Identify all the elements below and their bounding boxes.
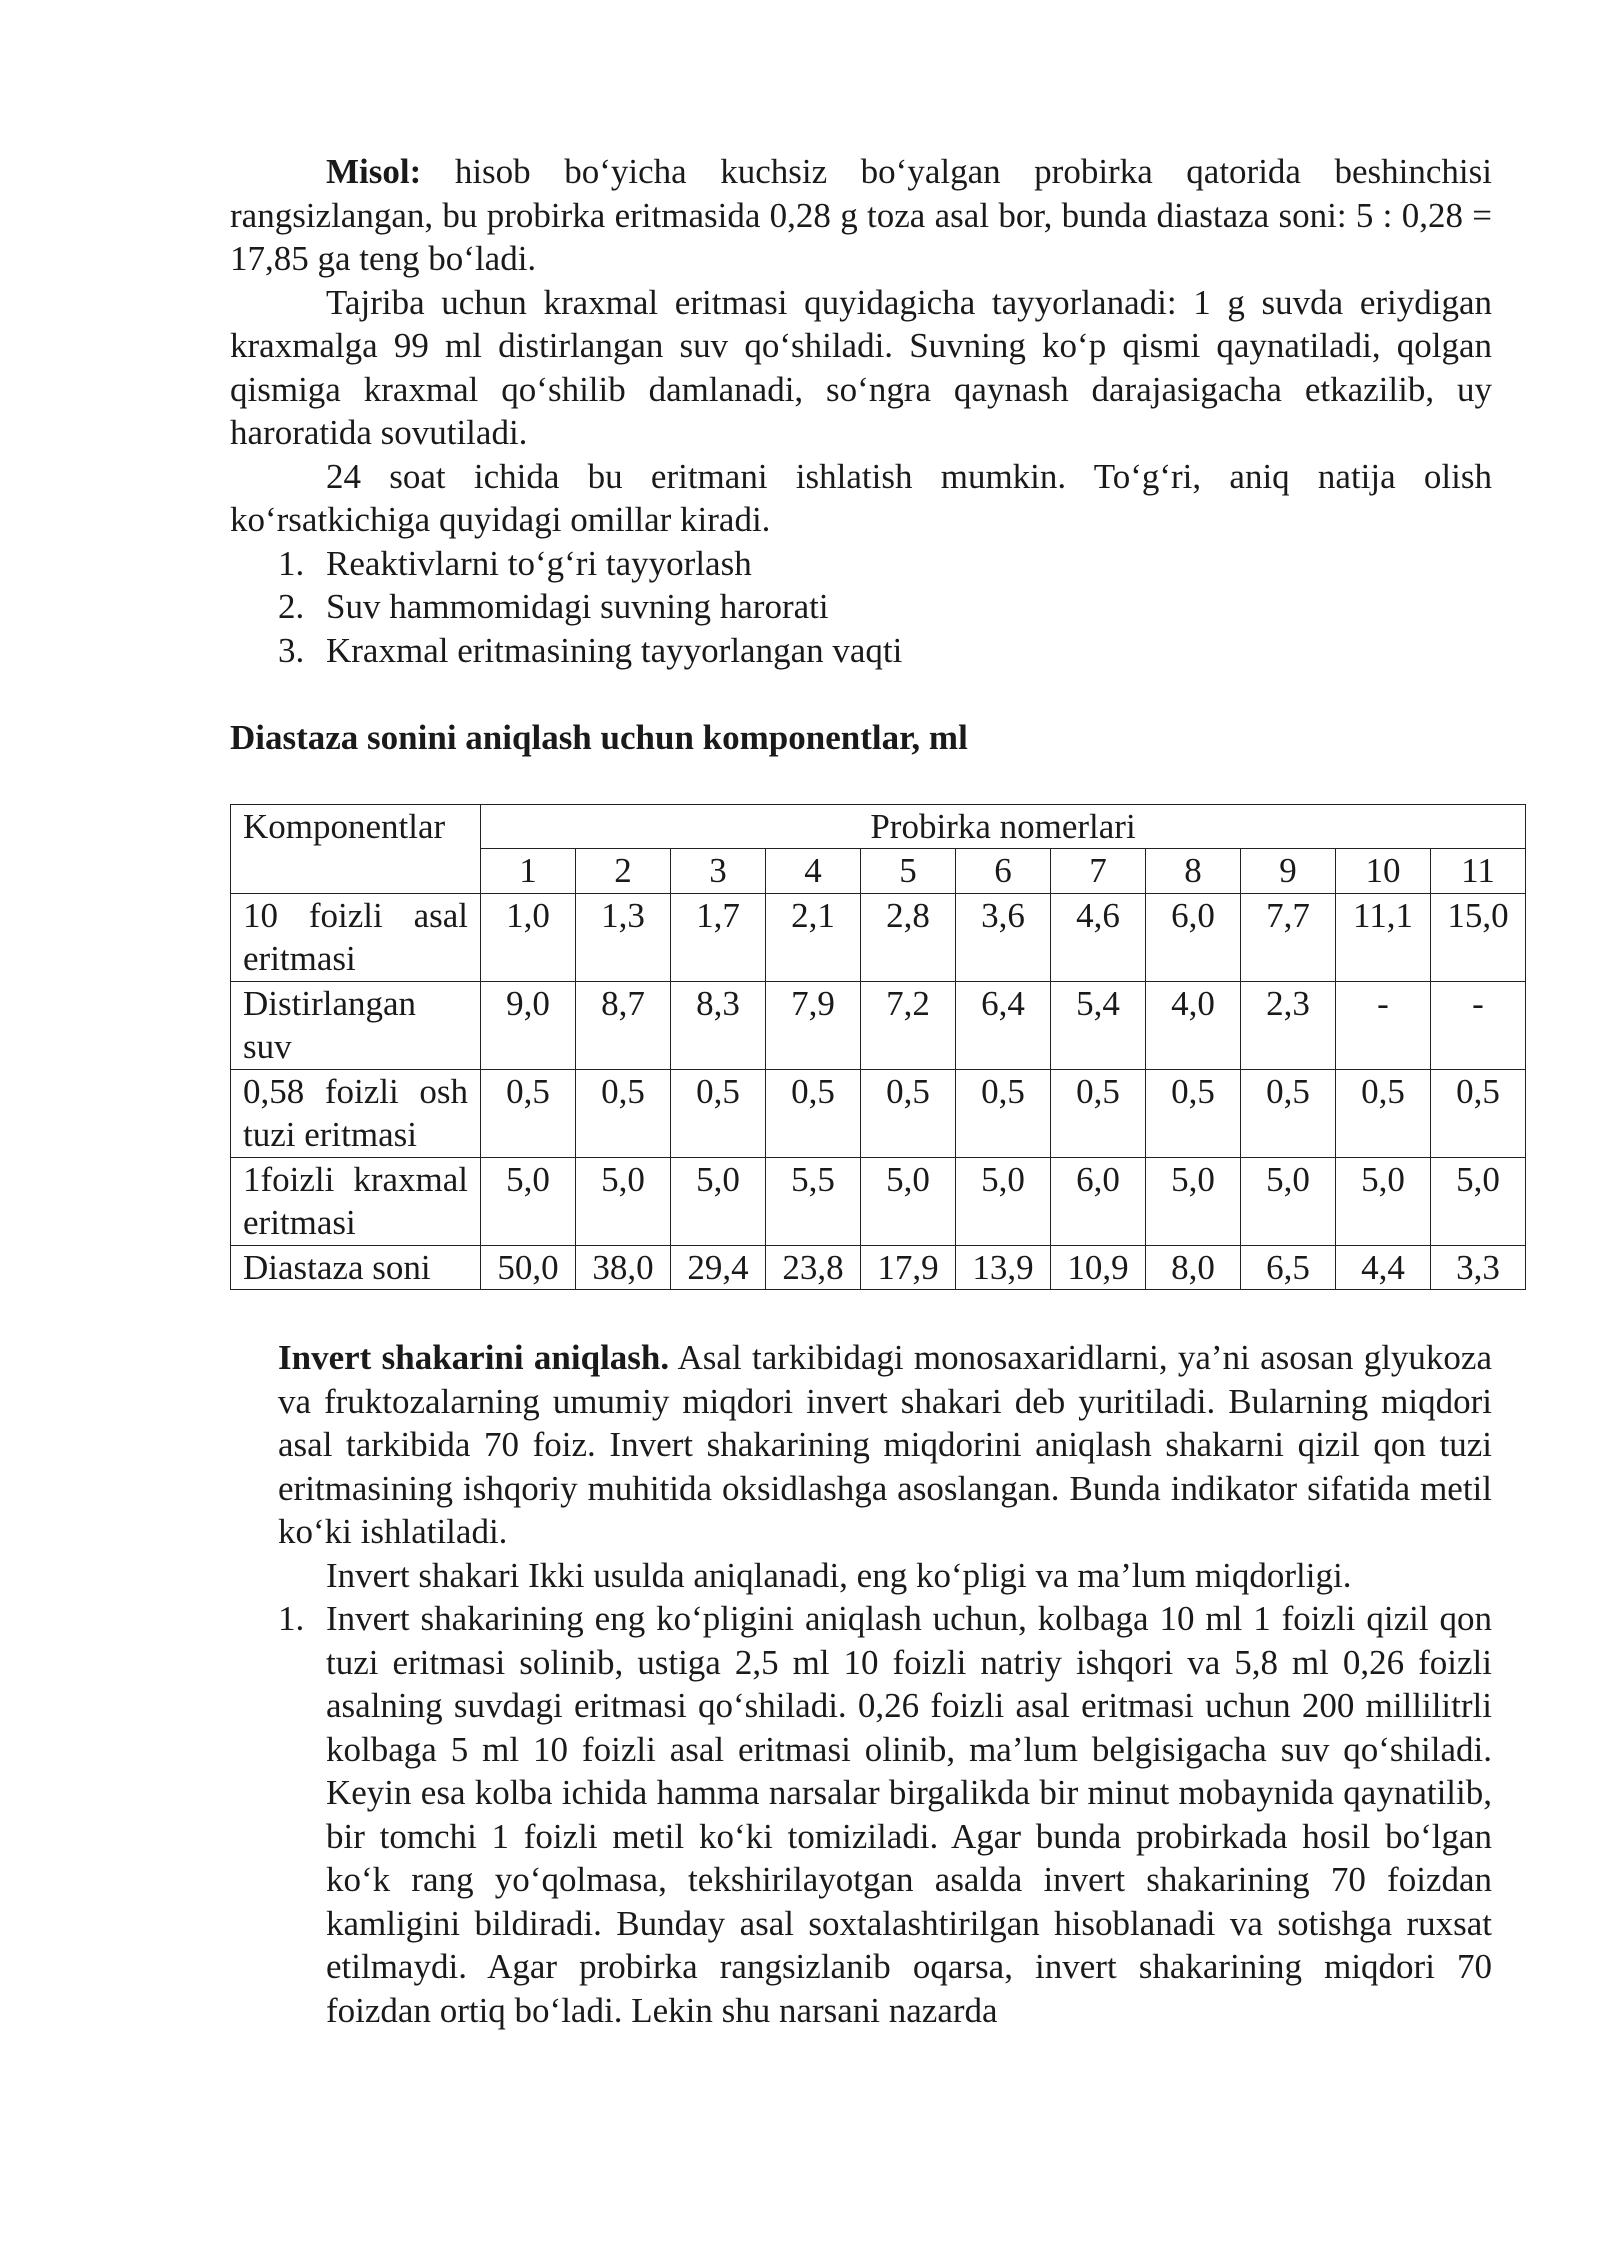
- row-label: 1foizli kraxmal eritmasi: [231, 1157, 481, 1245]
- column-header: 5: [861, 849, 956, 894]
- column-header: 10: [1336, 849, 1431, 894]
- table-cell: 2,1: [766, 893, 861, 981]
- column-header: 6: [956, 849, 1051, 894]
- list-item: [230, 629, 1492, 673]
- column-header: 8: [1146, 849, 1241, 894]
- example-paragraph: [230, 150, 1492, 281]
- table-cell: 9,0: [481, 981, 576, 1069]
- table-cell: 7,9: [766, 981, 861, 1069]
- table-cell: 5,0: [1336, 1157, 1431, 1245]
- example-text: hisob bo‘yicha kuchsiz bo‘yalgan probirka qatorida beshinchisi rangsizlangan, bu probirka eritmasida 0,28 g toza asal bor, bunda diastaza soni: 5 : 0,28 = 17,85 ga teng bo‘ladi.: [230, 152, 1492, 278]
- column-header: 9: [1241, 849, 1336, 894]
- row-label: 10 foizli asal eritmasi: [231, 893, 481, 981]
- table-row: [231, 893, 1526, 981]
- table-header-row: [231, 804, 1526, 849]
- table-cell: 0,5: [1336, 1069, 1431, 1157]
- document-page: [230, 150, 1509, 2032]
- table-cell: 50,0: [481, 1245, 576, 1290]
- row-label: Distirlangan suv: [231, 981, 481, 1069]
- list-item: [230, 585, 1492, 629]
- list-item: [230, 542, 1492, 586]
- list-item-text: Kraxmal eritmasining tayyorlangan vaqti: [326, 630, 903, 670]
- table-cell: 17,9: [861, 1245, 956, 1290]
- table-cell: 1,7: [671, 893, 766, 981]
- group-header: Probirka nomerlari: [481, 804, 1526, 849]
- list-item-number: 3.: [278, 630, 305, 670]
- table-cell: 5,0: [1241, 1157, 1336, 1245]
- list-item-number: 1.: [278, 1599, 305, 1638]
- row-label: Diastaza soni: [231, 1245, 481, 1290]
- table-cell: 5,0: [671, 1157, 766, 1245]
- table-row: [231, 981, 1526, 1069]
- column-header: 2: [576, 849, 671, 894]
- table-cell: 3,6: [956, 893, 1051, 981]
- table-row: [231, 1157, 1526, 1245]
- table-cell: 38,0: [576, 1245, 671, 1290]
- table-cell: 0,5: [1051, 1069, 1146, 1157]
- table-cell: 10,9: [1051, 1245, 1146, 1290]
- factors-list: [230, 542, 1492, 673]
- table-cell: 13,9: [956, 1245, 1051, 1290]
- table-cell: 0,5: [1431, 1069, 1526, 1157]
- table-cell: 0,5: [956, 1069, 1051, 1157]
- table-row: [231, 1069, 1526, 1157]
- table-cell: -: [1336, 981, 1431, 1069]
- column-header: 3: [671, 849, 766, 894]
- table-cell: 4,0: [1146, 981, 1241, 1069]
- table-cell: 6,0: [1146, 893, 1241, 981]
- table-cell: 2,3: [1241, 981, 1336, 1069]
- table-cell: 5,0: [956, 1157, 1051, 1245]
- column-header: 11: [1431, 849, 1526, 894]
- column-header: 7: [1051, 849, 1146, 894]
- list-item: [278, 1597, 1492, 2032]
- invert-intro-paragraph: [278, 1336, 1492, 1554]
- table-cell: 0,5: [1241, 1069, 1336, 1157]
- table-cell: 5,0: [861, 1157, 956, 1245]
- example-label: Misol:: [326, 152, 422, 191]
- table-cell: 6,5: [1241, 1245, 1336, 1290]
- table-cell: 1,0: [481, 893, 576, 981]
- table-cell: 5,0: [481, 1157, 576, 1245]
- factors-paragraph: 24 soat ichida bu eritmani ishlatish mumkin. To‘g‘ri, aniq natija olish ko‘rsatkichiga quyidagi omillar kiradi.: [230, 456, 1492, 539]
- table-cell: 6,4: [956, 981, 1051, 1069]
- table-cell: 5,5: [766, 1157, 861, 1245]
- table-cell: 0,5: [1146, 1069, 1241, 1157]
- invert-intro-text: Asal tarkibidagi monosaxaridlarni, ya’ni asosan glyukoza va fruktozalarning umumiy miqdori invert shakari deb yuritiladi. Bularning miqdori asal tarkibida 70 foiz. Invert shakarining miqdorini aniqlash shakarni qizil qon tuzi eritmasining ishqoriy muhitida oksidlashga asoslangan. Bunda indikator sifatida metil ko‘ki ishlatiladi.: [278, 1338, 1493, 1551]
- list-item-text: Suv hammomidagi suvning harorati: [326, 587, 829, 626]
- list-item-text: Invert shakarining eng ko‘pligini aniqlash uchun, kolbaga 10 ml 1 foizli qizil qon tuzi eritmasi solinib, ustiga 2,5 ml 10 foizli natriy ishqori va 5,8 ml 0,26 foizli asalning suvdagi eritmasi qo‘shiladi. 0,26 foizli asal eritmasi uchun 200 millilitrli kolbaga 5 ml 10 foizli asal eritmasi olinib, ma’lum belgisigacha suv qo‘shiladi. Keyin esa kolba ichida hamma narsalar birgalikda bir minut mobaynida qaynatilib, bir tomchi 1 foizli metil ko‘ki tomiziladi. Agar bunda probirkada hosil bo‘lgan ko‘k rang yo‘qolmasa, tekshirilayotgan asalda invert shakarining 70 foizdan kamligini bildiradi. Bunday asal soxtalashtirilgan hisoblanadi va sotishga ruxsat etilmaydi. Agar probirka rangsizlanib oqarsa, invert shakarining miqdori 70 foizdan ortiq bo‘ladi. Lekin shu narsani nazarda: [326, 1599, 1492, 2030]
- table-cell: 29,4: [671, 1245, 766, 1290]
- table-cell: 5,0: [1146, 1157, 1241, 1245]
- invert-methods-paragraph: Invert shakari Ikki usulda aniqlanadi, eng ko‘pligi va ma’lum miqdorligi.: [326, 1555, 1352, 1595]
- column-header: 4: [766, 849, 861, 894]
- table-cell: 6,0: [1051, 1157, 1146, 1245]
- table-cell: 7,7: [1241, 893, 1336, 981]
- table-cell: 7,2: [861, 981, 956, 1069]
- starch-preparation-paragraph: Tajriba uchun kraxmal eritmasi quyidagicha tayyorlanadi: 1 g suvda eriydigan kraxmalga 99 ml distirlangan suv qo‘shiladi. Suvning ko‘p qismi qaynatiladi, qolgan qismiga kraxmal qo‘shilib damlanadi, so‘ngra qaynash darajasigacha etkazilib, uy haroratida sovutiladi.: [230, 282, 1492, 452]
- methods-list: [278, 1597, 1492, 2032]
- table-cell: 1,3: [576, 893, 671, 981]
- table-cell: 5,0: [576, 1157, 671, 1245]
- list-item-number: 2.: [278, 587, 305, 626]
- table-cell: 0,5: [576, 1069, 671, 1157]
- table-row: [231, 1245, 1526, 1290]
- table-cell: 5,4: [1051, 981, 1146, 1069]
- table-cell: 23,8: [766, 1245, 861, 1290]
- table-cell: -: [1431, 981, 1526, 1069]
- components-table: [230, 804, 1526, 1291]
- table-cell: 3,3: [1431, 1245, 1526, 1290]
- list-item-text: Reaktivlarni to‘g‘ri tayyorlash: [326, 543, 752, 583]
- table-cell: 2,8: [861, 893, 956, 981]
- corner-header: Komponentlar: [231, 804, 481, 893]
- row-label: 0,58 foizli osh tuzi eritmasi: [231, 1069, 481, 1157]
- table-cell: 4,6: [1051, 893, 1146, 981]
- column-header: 1: [481, 849, 576, 894]
- table-cell: 5,0: [1431, 1157, 1526, 1245]
- table-cell: 4,4: [1336, 1245, 1431, 1290]
- invert-sugar-section: [230, 1336, 1492, 2032]
- table-cell: 11,1: [1336, 893, 1431, 981]
- table-cell: 8,0: [1146, 1245, 1241, 1290]
- table-cell: 15,0: [1431, 893, 1526, 981]
- table-cell: 0,5: [766, 1069, 861, 1157]
- table-cell: 0,5: [671, 1069, 766, 1157]
- table-cell: 0,5: [481, 1069, 576, 1157]
- table-cell: 8,3: [671, 981, 766, 1069]
- list-item-number: 1.: [278, 543, 305, 583]
- table-title: Diastaza sonini aniqlash uchun komponentlar, ml: [230, 718, 968, 757]
- section-heading: Invert shakarini aniqlash.: [278, 1338, 670, 1377]
- table-body: [231, 893, 1526, 1290]
- table-cell: 0,5: [861, 1069, 956, 1157]
- table-cell: 8,7: [576, 981, 671, 1069]
